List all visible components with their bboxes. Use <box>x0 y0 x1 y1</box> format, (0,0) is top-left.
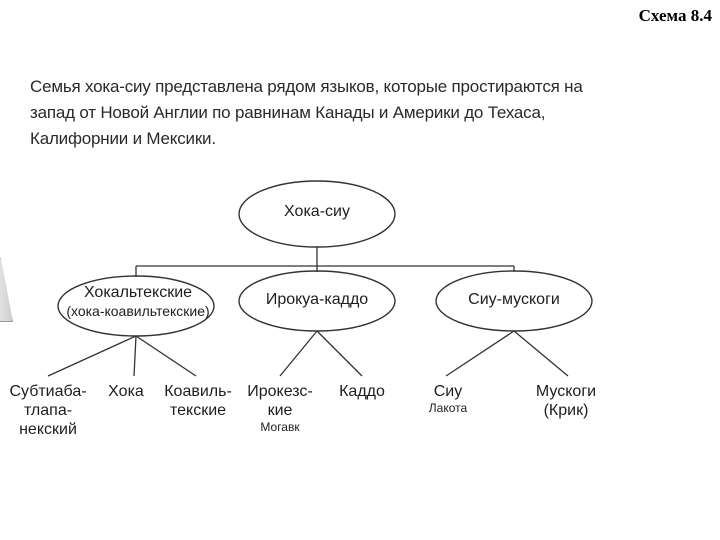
leaf-line: Каддо <box>339 383 385 400</box>
leaf-note: Лакота <box>428 401 468 415</box>
leaf-line: текские <box>169 402 227 419</box>
connector <box>280 331 317 376</box>
leaf-label <box>247 382 313 434</box>
intro-line: Калифорнии и Мексики. <box>30 129 216 148</box>
leaf-label <box>9 382 86 439</box>
leaf-line: Субтиаба- <box>9 383 87 400</box>
intro-line: запад от Новой Англии по равнинам Канады и Америки до Техаса, <box>30 103 546 122</box>
connector <box>136 336 196 376</box>
leaf-line: Ирокезс- <box>247 383 313 400</box>
root-node-label: Хока-сиу <box>284 203 350 220</box>
leaf-line: кие <box>267 402 293 419</box>
scheme-label: Схема 8.4 <box>638 6 712 25</box>
leaf-line: Хока <box>108 383 144 400</box>
intro-line: Семья хока-сиу представлена рядом языков, которые простираются на <box>30 77 583 96</box>
leaf-label <box>164 382 232 420</box>
leaf-label <box>339 382 385 401</box>
connector <box>446 331 514 376</box>
leaf-line: Мускоги <box>535 383 597 400</box>
branch-node-label: Ирокуа-каддо <box>265 291 369 308</box>
leaf-label <box>429 382 467 415</box>
leaf-label <box>536 382 596 420</box>
connector <box>134 336 136 376</box>
connector <box>514 331 568 376</box>
leaf-label <box>108 382 144 401</box>
leaf-line: (Крик) <box>543 402 589 419</box>
leaf-line: тлапа- <box>23 402 73 419</box>
branch-node-sublabel: (хока-коавильтекские) <box>66 303 210 319</box>
connector <box>48 336 136 376</box>
branch-node-label: Хокальтекские <box>83 284 193 301</box>
connector <box>317 331 362 376</box>
leaf-line: Сиу <box>433 383 463 400</box>
leaf-note: Могавк <box>260 420 300 434</box>
leaf-line: некский <box>19 421 77 438</box>
branch-node-label: Сиу-мускоги <box>468 291 560 308</box>
leaf-line: Коавиль- <box>164 383 232 400</box>
